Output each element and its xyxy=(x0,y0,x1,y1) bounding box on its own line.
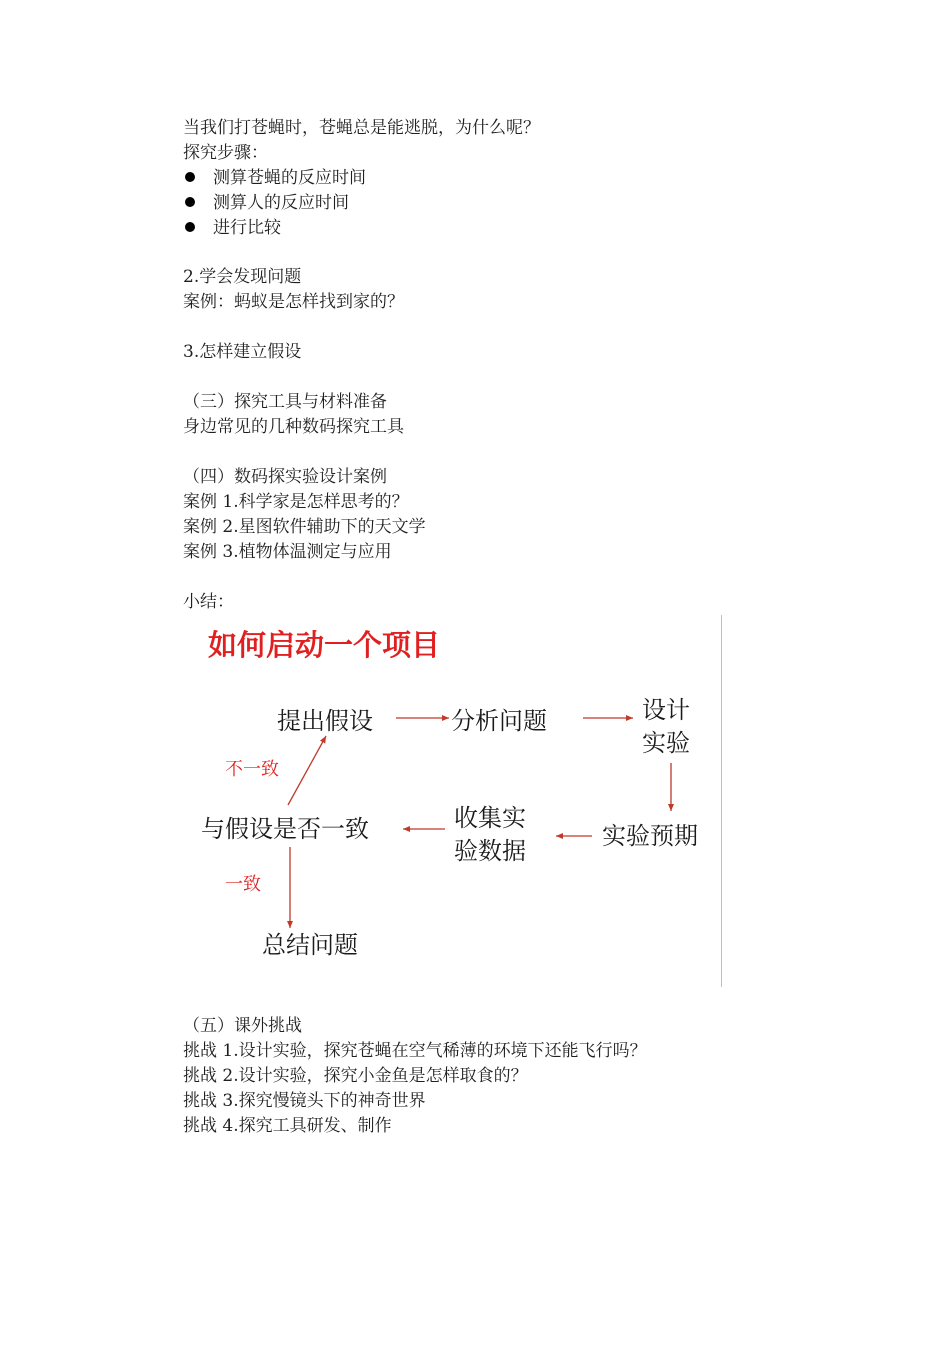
question-text: 当我们打苍蝇时，苍蝇总是能逃脱，为什么呢？ xyxy=(183,118,540,138)
part-5-item: 挑战 4.探究工具研发、制作 xyxy=(183,1116,392,1136)
part-4-title: （四）数码探实验设计案例 xyxy=(183,467,387,487)
steps-label: 探究步骤： xyxy=(183,143,268,163)
part-4-case: 案例 3.植物体温测定与应用 xyxy=(183,542,392,562)
section-2-title: 2.学会发现问题 xyxy=(183,267,302,287)
bullet-item xyxy=(183,216,281,241)
section-3-title: 3.怎样建立假设 xyxy=(183,342,302,362)
part-3-title: （三）探究工具与材料准备 xyxy=(183,392,387,412)
bullet-item xyxy=(183,191,349,216)
label-consistent: 一致 xyxy=(225,874,261,895)
part-5-item: 挑战 1.设计实验，探究苍蝇在空气稀薄的环境下还能飞行吗？ xyxy=(183,1041,647,1061)
bullet-item xyxy=(183,166,366,191)
part-5-item: 挑战 2.设计实验，探究小金鱼是怎样取食的？ xyxy=(183,1066,528,1086)
bullet-text: 测算苍蝇的反应时间 xyxy=(213,168,366,188)
bullet-icon xyxy=(185,172,195,182)
section-2-case: 案例：蚂蚁是怎样找到家的？ xyxy=(183,292,404,312)
node-collect-line2: 验数据 xyxy=(454,837,526,865)
arrow-compare-to-hypothesis xyxy=(288,736,326,805)
part-5-item: 挑战 3.探究慢镜头下的神奇世界 xyxy=(183,1091,426,1111)
node-compare: 与假设是否一致 xyxy=(201,815,369,843)
part-3-text: 身边常见的几种数码探究工具 xyxy=(183,417,404,437)
flow-svg xyxy=(195,615,725,987)
part-4-case: 案例 1.科学家是怎样思考的？ xyxy=(183,492,409,512)
summary-label: 小结： xyxy=(183,592,234,612)
bullet-icon xyxy=(185,197,195,207)
part-4-case: 案例 2.星图软件辅助下的天文学 xyxy=(183,517,426,537)
node-analyze: 分析问题 xyxy=(451,707,547,735)
label-inconsistent: 不一致 xyxy=(225,759,279,780)
node-expect: 实验预期 xyxy=(602,822,698,850)
bullet-text: 进行比较 xyxy=(213,218,281,238)
bullet-icon xyxy=(185,222,195,232)
project-flow-diagram xyxy=(195,615,725,987)
node-collect-line1: 收集实 xyxy=(454,804,526,832)
part-5-title: （五）课外挑战 xyxy=(183,1016,302,1036)
node-design-line1: 设计 xyxy=(642,696,690,724)
node-summary: 总结问题 xyxy=(262,931,358,959)
bullet-text: 测算人的反应时间 xyxy=(213,193,349,213)
diagram-title: 如何启动一个项目 xyxy=(208,628,441,662)
node-hypothesis: 提出假设 xyxy=(277,707,373,735)
node-design-line2: 实验 xyxy=(642,729,690,757)
